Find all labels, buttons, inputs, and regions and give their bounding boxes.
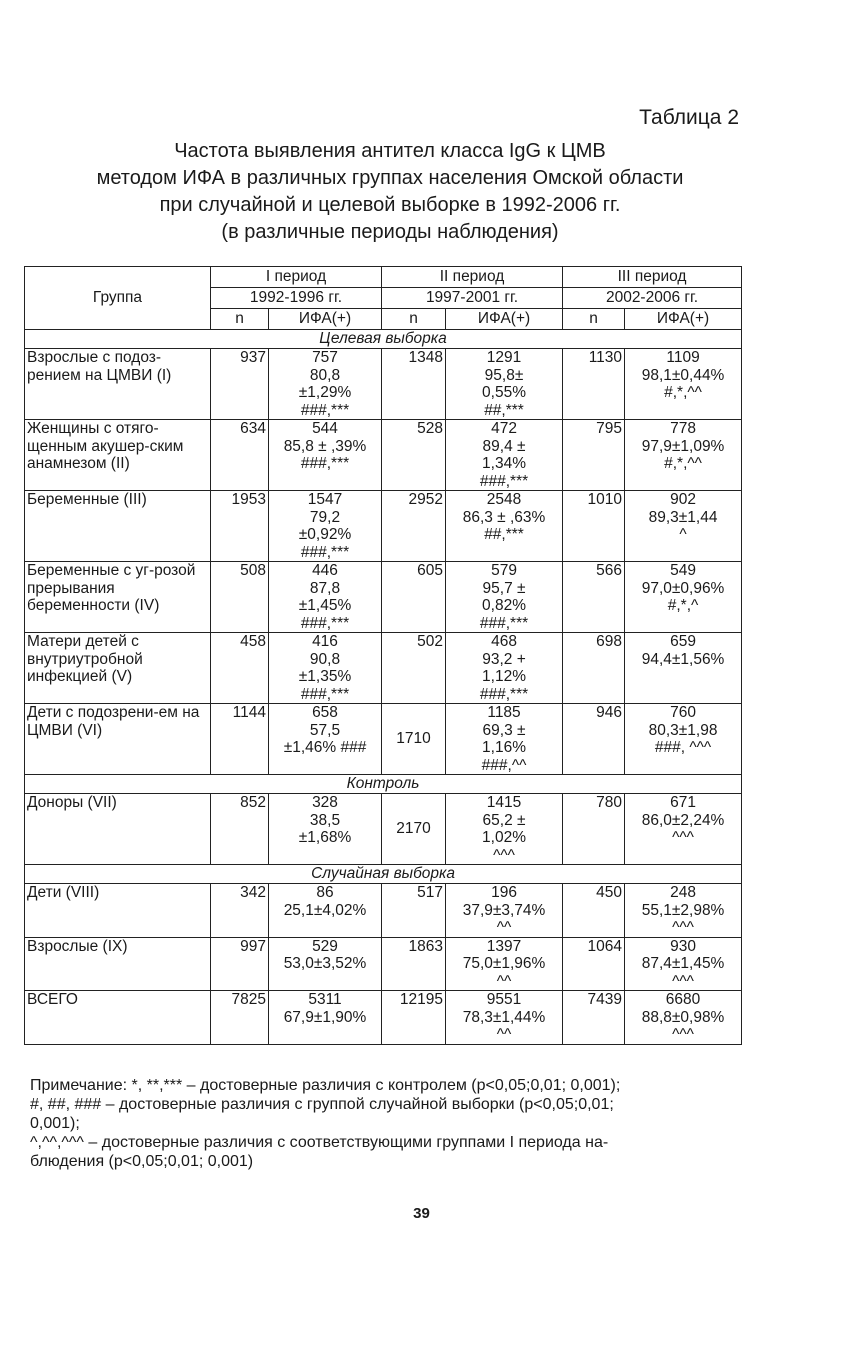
table-row <box>25 937 742 991</box>
ifa-line: 79,2 <box>309 508 341 526</box>
ifa-line: ^^ <box>496 1026 512 1043</box>
ifa-cell <box>269 420 382 491</box>
ifa-line: 55,1±2,98% <box>641 901 725 919</box>
ifa-line: 1,34% <box>482 455 526 472</box>
ifa-line: ^^^ <box>672 919 694 936</box>
ifa-line: 196 <box>491 884 517 901</box>
n-cell: 605 <box>382 562 446 633</box>
ifa-line: ###, ^^^ <box>654 739 712 756</box>
ifa-line: 468 <box>491 633 517 650</box>
title-line: Частота выявления антител класса IgG к ЦМВ <box>174 140 606 162</box>
ifa-line: 97,9±1,09% <box>641 437 725 455</box>
page-number: 39 <box>413 1205 430 1222</box>
n-cell: 1863 <box>382 937 446 991</box>
ifa-line: 87,8 <box>309 579 341 597</box>
group-cell: Беременные с уг-розой прерывания беременности (IV) <box>25 562 211 633</box>
ifa-line: ##,*** <box>484 401 524 419</box>
ifa-line: 529 <box>312 937 338 955</box>
ifa-line: 1,02% <box>482 829 526 846</box>
ifa-cell <box>625 491 742 562</box>
section-title: Целевая выборка <box>25 330 742 349</box>
ifa-line: ±1,46% ### <box>283 739 367 756</box>
n-cell: 946 <box>563 704 625 775</box>
ifa-line: 902 <box>670 491 696 508</box>
ifa-cell <box>269 991 382 1045</box>
table-row <box>25 633 742 704</box>
title-line: методом ИФА в различных группах населения Омской области <box>96 167 684 189</box>
n-cell: 852 <box>211 794 269 865</box>
n-cell: 937 <box>211 349 269 420</box>
ifa-line: 38,5 <box>309 811 341 829</box>
ifa-line: 90,8 <box>309 650 341 668</box>
ifa-line: 78,3±1,44% <box>462 1008 546 1026</box>
ifa-cell <box>446 794 563 865</box>
header-years: 2002-2006 гг. <box>563 288 742 309</box>
ifa-line: 94,4±1,56% <box>641 650 725 668</box>
title-line: при случайной и целевой выборке в 1992-2006 гг. <box>159 194 621 216</box>
footnote-line: #, ##, ### – достоверные различия с группой случайной выборки (р<0,05;0,01; <box>30 1096 614 1113</box>
ifa-cell <box>269 704 382 775</box>
ifa-line: ±1,29% <box>298 384 352 401</box>
header-ifa: ИФА(+) <box>269 309 382 330</box>
ifa-line: 97,0±0,96% <box>641 579 725 597</box>
ifa-line: 69,3 ± <box>482 721 526 739</box>
ifa-line: ±1,68% <box>298 829 352 846</box>
n-cell: 517 <box>382 884 446 938</box>
section-row <box>25 865 742 884</box>
ifa-line: 671 <box>670 794 696 811</box>
ifa-line: 86,3 ± ,63% <box>462 508 546 526</box>
ifa-cell <box>269 562 382 633</box>
header-period: I период <box>211 267 382 288</box>
ifa-line: ^^ <box>496 972 512 990</box>
table-label: Таблица 2 <box>639 106 739 129</box>
ifa-line: 0,82% <box>482 597 526 614</box>
ifa-line: ^^^ <box>672 972 694 990</box>
n-cell: 1348 <box>382 349 446 420</box>
ifa-line: 88,8±0,98% <box>641 1008 725 1026</box>
ifa-line: 6680 <box>665 991 701 1008</box>
group-cell: Женщины с отяго-щенным акушер-ским анамнезом (II) <box>25 420 211 491</box>
footnote-line: Примечание: *, **,*** – достоверные различия с контролем (р<0,05;0,01; 0,001); <box>30 1077 621 1094</box>
ifa-cell <box>269 633 382 704</box>
ifa-cell <box>446 491 563 562</box>
ifa-line: ±1,35% <box>298 668 352 685</box>
n-cell: 7439 <box>563 991 625 1045</box>
n-cell: 1710 <box>382 704 446 775</box>
ifa-cell <box>625 991 742 1045</box>
ifa-line: 930 <box>670 937 696 955</box>
header-n: n <box>382 309 446 330</box>
data-table <box>24 266 742 1045</box>
ifa-line: ^^^ <box>672 1026 694 1043</box>
ifa-line: 25,1±4,02% <box>283 901 367 919</box>
n-cell: 698 <box>563 633 625 704</box>
table-row <box>25 794 742 865</box>
n-cell: 795 <box>563 420 625 491</box>
ifa-cell <box>446 633 563 704</box>
ifa-line: 658 <box>312 704 338 721</box>
ifa-cell <box>625 349 742 420</box>
title-line: (в различные периоды наблюдения) <box>221 221 559 243</box>
n-cell: 1953 <box>211 491 269 562</box>
ifa-line: 95,8± <box>484 366 524 384</box>
ifa-line: 472 <box>491 420 517 437</box>
ifa-line: ^ <box>679 526 687 543</box>
n-cell: 508 <box>211 562 269 633</box>
n-cell: 634 <box>211 420 269 491</box>
n-cell: 2170 <box>382 794 446 865</box>
ifa-line: 248 <box>670 884 696 901</box>
table-row <box>25 704 742 775</box>
header-period: II период <box>382 267 563 288</box>
ifa-cell <box>625 794 742 865</box>
table-row <box>25 991 742 1045</box>
ifa-line: 1397 <box>486 937 522 955</box>
n-cell: 342 <box>211 884 269 938</box>
ifa-line: 53,0±3,52% <box>283 955 367 972</box>
section-title: Контроль <box>25 775 742 794</box>
ifa-cell <box>446 991 563 1045</box>
n-cell: 2952 <box>382 491 446 562</box>
ifa-line: ^^ <box>496 919 512 936</box>
ifa-line: ###,*** <box>300 543 350 561</box>
ifa-line: ±0,92% <box>298 526 352 543</box>
ifa-line: 95,7 ± <box>482 579 526 597</box>
footnote <box>30 1076 742 1171</box>
ifa-cell <box>625 704 742 775</box>
ifa-cell <box>625 937 742 991</box>
ifa-line: 1547 <box>307 491 343 508</box>
n-cell: 1010 <box>563 491 625 562</box>
ifa-line: ###,*** <box>479 685 529 703</box>
ifa-cell <box>269 794 382 865</box>
ifa-line: 446 <box>312 562 338 579</box>
ifa-cell <box>625 420 742 491</box>
ifa-line: #,*,^^ <box>664 455 702 472</box>
header-n: n <box>211 309 269 330</box>
ifa-line: 37,9±3,74% <box>462 901 546 919</box>
ifa-line: 544 <box>312 420 338 437</box>
ifa-cell <box>446 884 563 938</box>
n-cell: 502 <box>382 633 446 704</box>
ifa-line: #,*,^^ <box>664 384 702 401</box>
table-body <box>25 330 742 1045</box>
ifa-cell <box>269 884 382 938</box>
ifa-line: #,*,^ <box>667 597 699 614</box>
ifa-line: 57,5 <box>309 721 341 739</box>
ifa-line: 659 <box>670 633 696 650</box>
ifa-line: 416 <box>312 633 338 650</box>
ifa-line: 5311 <box>308 991 342 1008</box>
footnote-line: ^,^^,^^^ – достоверные различия с соответствующими группами I периода на- <box>30 1134 609 1151</box>
table-row <box>25 884 742 938</box>
ifa-line: 67,9±1,90% <box>283 1008 367 1026</box>
section-row <box>25 330 742 349</box>
ifa-line: 93,2 + <box>482 650 526 668</box>
n-cell: 1064 <box>563 937 625 991</box>
header-n: n <box>563 309 625 330</box>
ifa-line: ###,*** <box>300 455 350 472</box>
ifa-line: ###,*** <box>479 472 529 490</box>
group-cell: Беременные (III) <box>25 491 211 562</box>
ifa-line: ±1,45% <box>298 597 352 614</box>
ifa-cell <box>269 349 382 420</box>
ifa-cell <box>446 562 563 633</box>
ifa-line: 549 <box>670 562 696 579</box>
ifa-line: 1,12% <box>482 668 526 685</box>
ifa-line: 1291 <box>486 349 522 366</box>
header-years: 1992-1996 гг. <box>211 288 382 309</box>
n-cell: 528 <box>382 420 446 491</box>
ifa-line: 0,55% <box>482 384 526 401</box>
n-cell: 780 <box>563 794 625 865</box>
section-title: Случайная выборка <box>25 865 742 884</box>
ifa-line: 1415 <box>486 794 522 811</box>
footnote-line: 0,001); <box>30 1115 80 1132</box>
group-cell: Матери детей с внутриутробной инфекцией (V) <box>25 633 211 704</box>
table-row <box>25 562 742 633</box>
ifa-line: 1185 <box>487 704 521 721</box>
header-group: Группа <box>25 267 211 330</box>
ifa-line: 2548 <box>486 491 522 508</box>
n-cell: 1130 <box>563 349 625 420</box>
ifa-line: 757 <box>312 349 338 366</box>
n-cell: 566 <box>563 562 625 633</box>
ifa-line: 75,0±1,96% <box>462 955 546 972</box>
ifa-cell <box>446 937 563 991</box>
group-cell: Доноры (VII) <box>25 794 211 865</box>
ifa-cell <box>269 491 382 562</box>
table-title <box>30 138 750 246</box>
ifa-line: ###,^^ <box>481 756 527 774</box>
group-cell: Дети (VIII) <box>25 884 211 938</box>
group-cell: ВСЕГО <box>25 991 211 1045</box>
ifa-cell <box>625 884 742 938</box>
ifa-cell <box>625 562 742 633</box>
ifa-line: 328 <box>312 794 338 811</box>
ifa-line: 87,4±1,45% <box>641 955 725 972</box>
ifa-line: ###,*** <box>479 614 529 632</box>
ifa-cell <box>446 704 563 775</box>
ifa-line: 80,8 <box>309 366 341 384</box>
header-ifa: ИФА(+) <box>625 309 742 330</box>
n-cell: 458 <box>211 633 269 704</box>
ifa-line: ###,*** <box>300 401 350 419</box>
ifa-cell <box>269 937 382 991</box>
ifa-cell <box>446 349 563 420</box>
ifa-line: 85,8 ± ,39% <box>283 437 367 455</box>
ifa-cell <box>625 633 742 704</box>
ifa-line: 65,2 ± <box>482 811 526 829</box>
header-years: 1997-2001 гг. <box>382 288 563 309</box>
ifa-line: 89,3±1,44 <box>648 508 718 526</box>
ifa-line: 579 <box>491 562 517 579</box>
ifa-line: 778 <box>670 420 696 437</box>
n-cell: 7825 <box>211 991 269 1045</box>
n-cell: 1144 <box>211 704 269 775</box>
ifa-line: 98,1±0,44% <box>641 366 725 384</box>
ifa-line: ##,*** <box>484 526 524 543</box>
header-ifa: ИФА(+) <box>446 309 563 330</box>
header-period: III период <box>563 267 742 288</box>
group-cell: Дети с подозрени-ем на ЦМВИ (VI) <box>25 704 211 775</box>
group-cell: Взрослые с подоз-рением на ЦМВИ (I) <box>25 349 211 420</box>
ifa-line: ^^^ <box>493 846 515 864</box>
group-cell: Взрослые (IX) <box>25 937 211 991</box>
ifa-line: ###,*** <box>300 614 350 632</box>
ifa-cell <box>446 420 563 491</box>
n-cell: 997 <box>211 937 269 991</box>
ifa-line: 89,4 ± <box>482 437 526 455</box>
ifa-line: ###,*** <box>300 685 350 703</box>
ifa-line: 86,0±2,24% <box>641 811 725 829</box>
ifa-line: 760 <box>670 704 696 721</box>
ifa-line: 86 <box>316 884 334 901</box>
ifa-line: 1109 <box>666 349 700 366</box>
ifa-line: 1,16% <box>482 739 526 756</box>
ifa-line: 80,3±1,98 <box>648 721 718 739</box>
ifa-line: 9551 <box>486 991 522 1008</box>
table-row <box>25 491 742 562</box>
n-cell: 450 <box>563 884 625 938</box>
table-row <box>25 420 742 491</box>
footnote-line: блюдения (р<0,05;0,01; 0,001) <box>30 1153 254 1170</box>
ifa-line: ^^^ <box>672 829 694 846</box>
table-row <box>25 349 742 420</box>
section-row <box>25 775 742 794</box>
n-cell: 12195 <box>382 991 446 1045</box>
